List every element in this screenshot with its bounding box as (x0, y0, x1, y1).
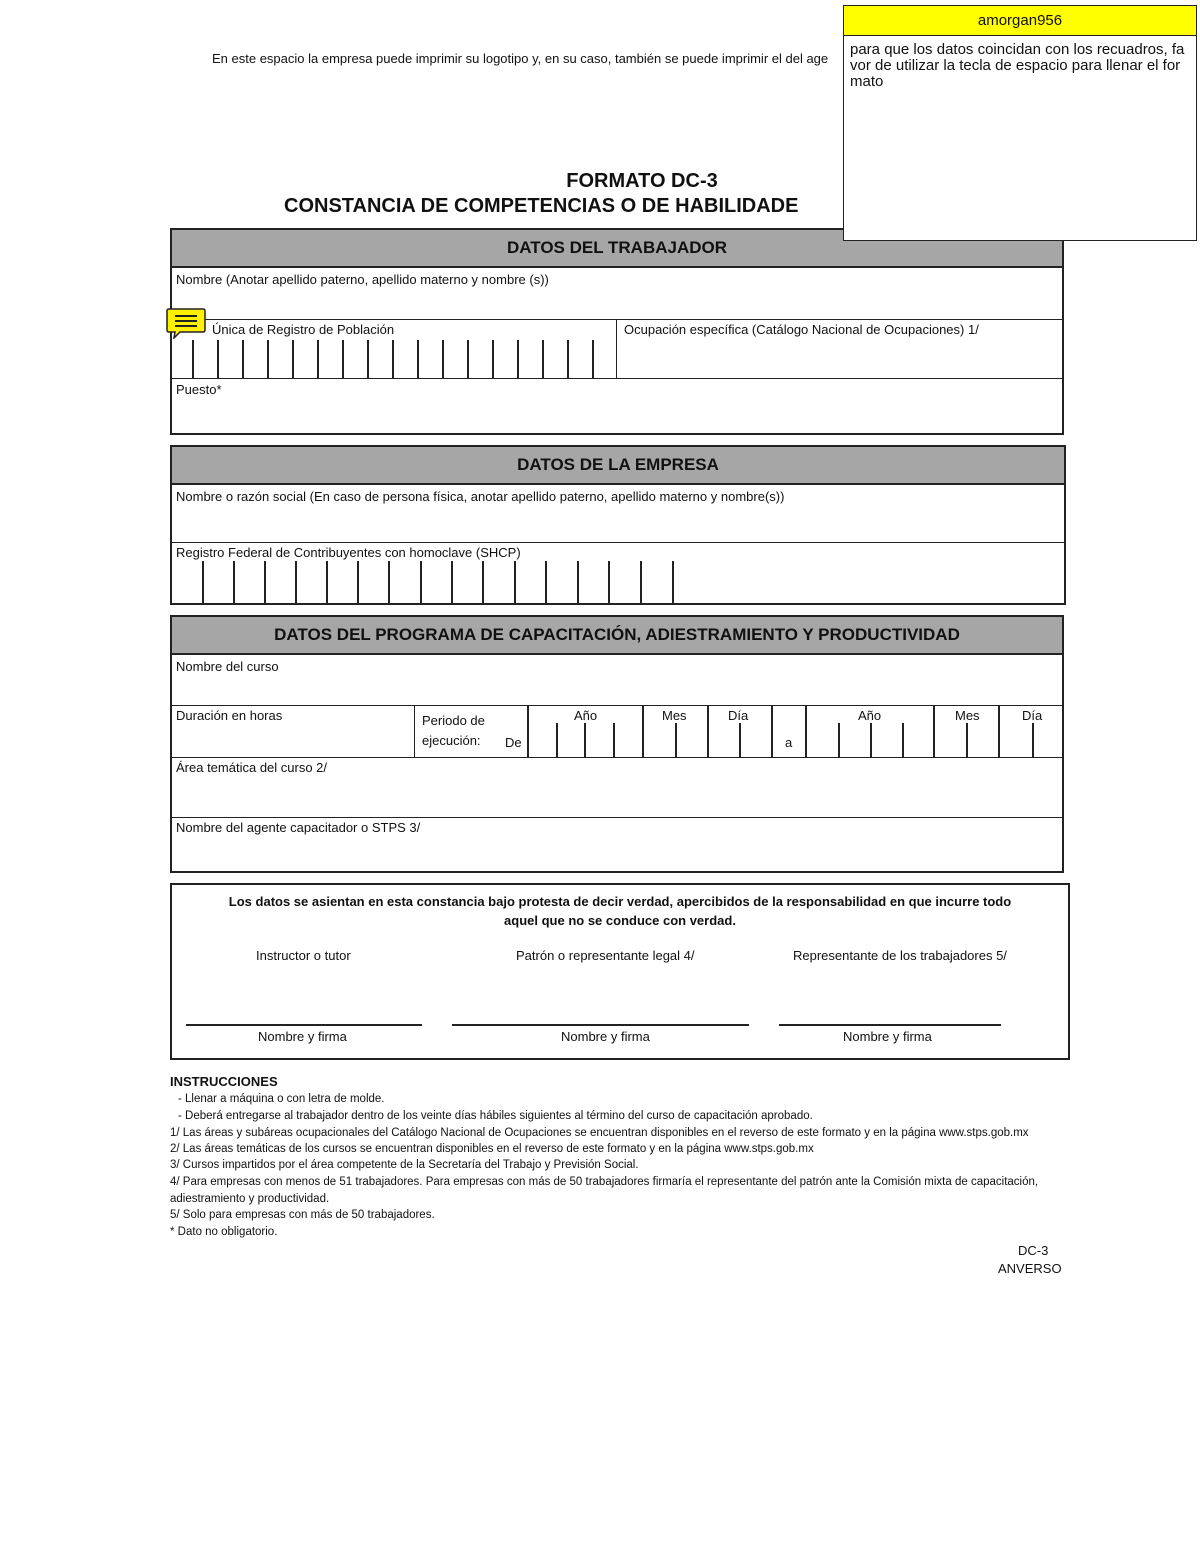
instruccion-item: - Llenar a máquina o con letra de molde. (178, 1093, 385, 1105)
area-tematica-field[interactable] (172, 777, 1062, 817)
agente-field[interactable] (172, 837, 1062, 871)
anio-to-label: Año (858, 708, 882, 723)
rfc-boxes[interactable] (172, 561, 692, 603)
dia-from-label: Día (728, 708, 749, 723)
form-subtitle: CONSTANCIA DE COMPETENCIAS O DE HABILIDADE (284, 195, 799, 217)
curp-boxes[interactable] (172, 340, 616, 378)
comment-note-icon[interactable] (166, 307, 206, 339)
trabajador-header: DATOS DEL TRABAJADOR (172, 230, 1062, 268)
footer-side: ANVERSO (998, 1261, 1062, 1276)
instruccion-item: - Deberá entregarse al trabajador dentro de los veinte días hábiles siguientes al término del curso de capacitación aprobado. (178, 1110, 813, 1122)
agente-label: Nombre del agente capacitador o STPS 3/ (176, 820, 421, 835)
representante-label: Representante de los trabajadores 5/ (793, 948, 1007, 963)
duracion-field[interactable] (172, 723, 412, 755)
periodo-label-1: Periodo de (422, 713, 485, 728)
form-title: FORMATO DC-3 (566, 170, 718, 192)
ocupacion-field[interactable] (618, 338, 1062, 378)
curp-label: Única de Registro de Población (212, 322, 395, 337)
instruccion-item: 1/ Las áreas y subáreas ocupacionales del Catálogo Nacional de Ocupaciones se encuentran disponibles en el reverso de este formato y en la página www.stps.gob.mx (170, 1127, 1029, 1139)
dia-to-label: Día (1022, 708, 1043, 723)
rfc-label: Registro Federal de Contribuyentes con homoclave (SHCP) (176, 545, 521, 560)
periodo-label-2: ejecución: (422, 733, 481, 748)
footer-code: DC-3 (1018, 1243, 1049, 1258)
logo-note: En este espacio la empresa puede imprimir su logotipo y, en su caso, también se puede imprimir el del age (212, 51, 829, 66)
instruccion-item: 4/ Para empresas con menos de 51 trabajadores. Para empresas con más de 50 trabajadores firmaría el representante del patrón ante la Comisión mixta de capacitación, (170, 1176, 1039, 1188)
mes-to-label: Mes (955, 708, 980, 723)
instructor-label: Instructor o tutor (256, 948, 351, 963)
instruccion-item: * Dato no obligatorio. (170, 1226, 278, 1238)
curso-label: Nombre del curso (176, 659, 279, 674)
fecha-inicio-boxes[interactable] (527, 723, 777, 757)
nombre-trabajador-field[interactable] (172, 286, 1062, 319)
curso-field[interactable] (172, 675, 1062, 705)
patron-signature-line[interactable] (452, 1024, 749, 1026)
patron-nombre-firma: Nombre y firma (561, 1029, 650, 1044)
empresa-section (170, 445, 1066, 605)
representante-nombre-firma: Nombre y firma (843, 1029, 932, 1044)
empresa-header: DATOS DE LA EMPRESA (172, 447, 1064, 485)
declaration-line-1: Los datos se asientan en esta constancia bajo protesta de decir verdad, apercibidos de la responsabilidad en que incurre todo (228, 894, 1012, 909)
instruccion-item: adiestramiento y productividad. (170, 1193, 330, 1205)
anio-from-label: Año (574, 708, 598, 723)
duracion-label: Duración en horas (176, 708, 283, 723)
mes-from-label: Mes (662, 708, 687, 723)
nombre-trabajador-label: Nombre (Anotar apellido paterno, apellido materno y nombre (s)) (176, 272, 549, 287)
instruccion-item: 3/ Cursos impartidos por el área competente de la Secretaría del Trabajo y Previsión Social. (170, 1159, 639, 1171)
instructor-nombre-firma: Nombre y firma (258, 1029, 347, 1044)
puesto-field[interactable] (172, 398, 1062, 433)
area-tematica-label: Área temática del curso 2/ (176, 760, 328, 775)
a-label: a (785, 735, 793, 750)
fecha-fin-boxes[interactable] (805, 723, 1064, 757)
instructor-signature-line[interactable] (186, 1024, 422, 1026)
trabajador-section (170, 228, 1064, 435)
razon-social-field[interactable] (172, 505, 1064, 541)
razon-social-label: Nombre o razón social (En caso de persona física, anotar apellido paterno, apellido materno y nombre(s)) (176, 489, 785, 504)
instrucciones-title: INSTRUCCIONES (170, 1074, 278, 1089)
instruccion-item: 2/ Las áreas temáticas de los cursos se encuentran disponibles en el reverso de este formato y en la página www.stps.gob.mx (170, 1143, 814, 1155)
firmas-section (170, 883, 1070, 1060)
comment-popup[interactable] (843, 5, 1197, 241)
declaration-line-2: aquel que no se conduce con verdad. (504, 913, 736, 928)
ocupacion-label: Ocupación específica (Catálogo Nacional de Ocupaciones) 1/ (624, 322, 979, 337)
comment-text: para que los datos coincidan con los recuadros, favor de utilizar la tecla de espacio para llenar el formato (850, 41, 1185, 90)
instruccion-item: 5/ Solo para empresas con más de 50 trabajadores. (170, 1209, 435, 1221)
comment-author: amorgan956 (844, 6, 1196, 36)
de-label: De (505, 735, 522, 750)
puesto-label: Puesto* (176, 382, 222, 397)
patron-label: Patrón o representante legal 4/ (516, 948, 695, 963)
programa-section (170, 615, 1064, 873)
programa-header: DATOS DEL PROGRAMA DE CAPACITACIÓN, ADIESTRAMIENTO Y PRODUCTIVIDAD (172, 617, 1062, 655)
representante-signature-line[interactable] (779, 1024, 1001, 1026)
